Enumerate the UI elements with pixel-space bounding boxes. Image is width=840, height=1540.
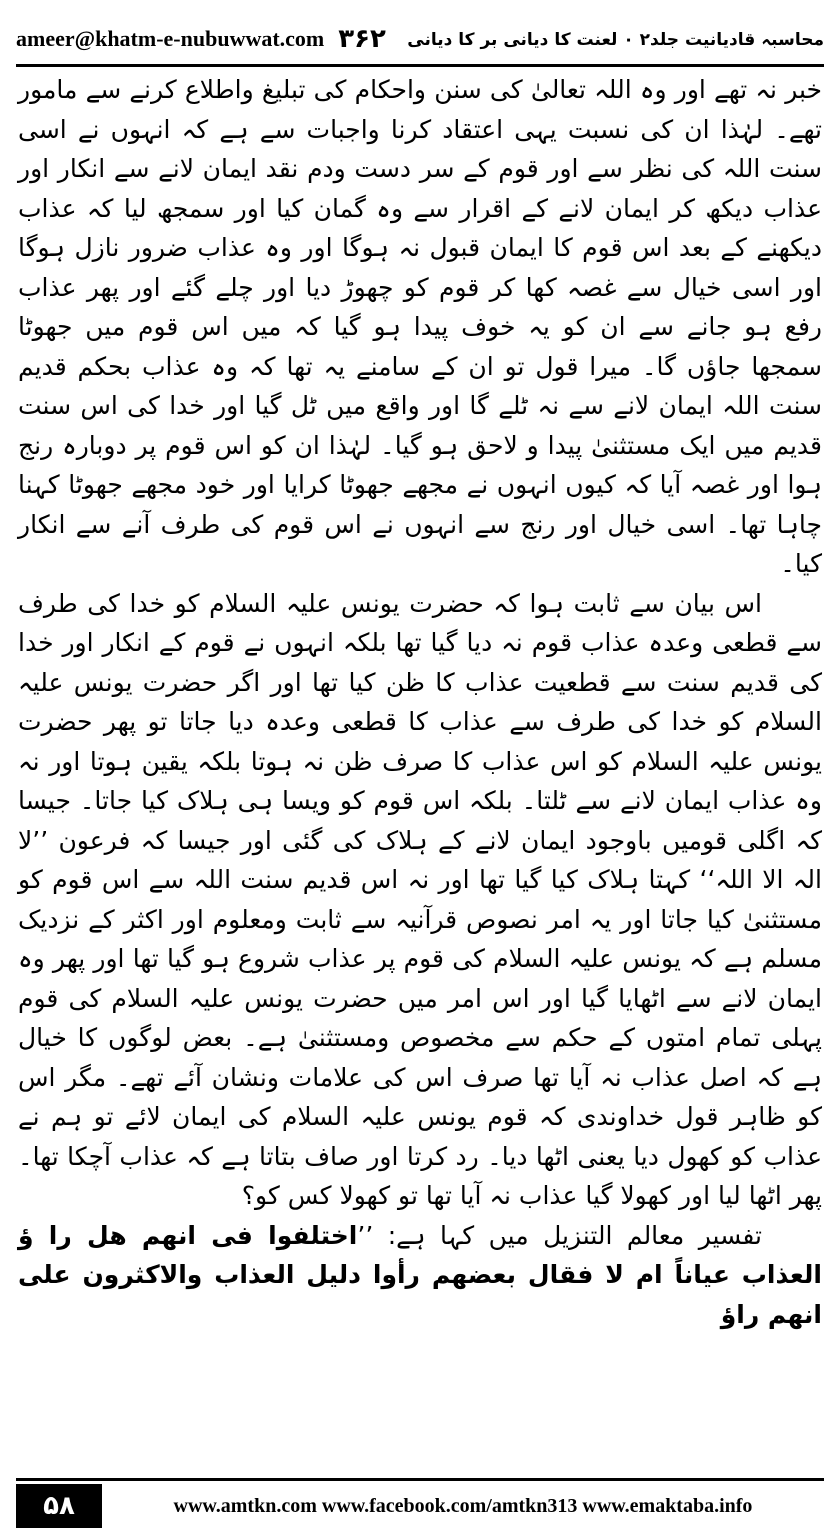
header-email: ameer@khatm-e-nubuwwat.com <box>16 26 325 51</box>
body-text <box>18 70 822 1430</box>
header-left <box>16 24 386 54</box>
tafseer-arabic-quote: اختلفوا فی انهم هل را ؤ العذاب عیاناً ام لا فقال بعضهم رأوا دلیل العذاب والاکثرون علی انهم راؤ <box>18 1220 822 1329</box>
page-header <box>16 16 824 62</box>
paragraph-1: خبر نہ تھے اور وہ اللہ تعالیٰ کی سنن واحکام کی تبلیغ واطلاع کرنے سے مامور تھے۔ لہٰذا ان کی نسبت یہی اعتقاد کرنا واجبات سے ہے کہ انہوں نے اسی سنت اللہ کی نظر سے اور قوم کے سر دست ودم نقد ایمان لانے سے انکار اور عذاب دیکھ کر ایمان لانے کے اقرار سے وہ گمان کیا اور سمجھ لیا کہ عذاب دیکھنے کے بعد اس قوم کا ایمان قبول نہ ہوگا اور وہ عذاب ضرور نازل ہوگا اور اسی خیال سے غصہ کھا کر قوم کو چھوڑ دیا اور چلے گئے اور پھر عذاب رفع ہو جانے سے ان کو یہ خوف پیدا ہو گیا کہ میں اس قوم میں جھوٹا سمجھا جاؤں گا۔ میرا قول تو ان کے سامنے یہ تھا کہ وہ عذاب بحکم قدیم سنت اللہ ایمان لانے سے نہ ٹلے گا اور واقع میں ٹل گیا اور خدا کی اس سنت قدیم میں ایک مستثنیٰ پیدا و لاحق ہو گیا۔ لہٰذا ان کو اس قوم پر دوبارہ رنج ہوا اور غصہ آیا کہ کیوں انہوں نے مجھے جھوٹا کرایا اور خود مجھے جھوٹا کہنا چاہا تھا۔ اسی خیال اور رنج سے انہوں نے اس قوم کی طرف آنے سے انکار کیا۔ <box>18 75 822 578</box>
header-book-title: محاسبہ قادیانیت جلد۲ ۰ لعنت کا دیانی بر کا دیانی <box>407 29 824 50</box>
tafseer-intro: تفسیر معالم التنزیل میں کہا ہے: ’’ <box>357 1220 762 1250</box>
header-page-number: ۳۶۲ <box>338 24 386 54</box>
tafseer-paragraph <box>18 1216 822 1335</box>
header-divider <box>16 64 824 67</box>
paragraph-2: اس بیان سے ثابت ہوا کہ حضرت یونس علیہ السلام کو خدا کی طرف سے قطعی وعدہ عذاب قوم نہ دیا گیا تھا بلکہ انہوں نے قوم کے انکار اور خدا کی قدیم سنت سے قطعیت عذاب کا ظن کیا تھا اور اگر حضرت یونس علیہ السلام کو خدا کی طرف سے عذاب کا قطعی وعدہ دیا جاتا تو پھر حضرت یونس علیہ السلام کو اس عذاب کا صرف ظن نہ ہوتا بلکہ یقین ہوتا اور نہ وہ عذاب ایمان لانے سے ٹلتا۔ بلکہ اس قوم کو ویسا ہی ہلاک کیا جاتا۔ جیسا کہ اگلی قومیں باوجود ایمان لانے کے ہلاک کی گئی اور جیسا کہ فرعون ’’لا الہ الا اللہ‘‘ کہتا ہلاک کیا گیا تھا اور نہ اس قدیم سنت اللہ سے اس قوم کو مستثنیٰ کیا جاتا اور یہ امر نصوص قرآنیہ سے ثابت ومعلوم اور اکثر کے نزدیک مسلم ہے کہ یونس علیہ السلام کی قوم پر عذاب شروع ہو گیا تھا اور پھر وہ ایمان لانے سے اٹھایا گیا اور اس امر میں حضرت یونس علیہ السلام کی قوم پہلی تمام امتوں کے حکم سے مخصوص ومستثنیٰ ہے۔ بعض لوگوں کا خیال ہے کہ اصل عذاب نہ آیا تھا صرف اس کی علامات ونشان آئے تھے۔ مگر اس کو ظاہر قول خداوندی کہ قوم یونس علیہ السلام کی ایمان لائے تو ہم نے عذاب کو کھول دیا یعنی اٹھا دیا۔ رد کرتا اور صاف بتاتا ہے کہ عذاب آچکا تھا۔ پھر اٹھا لیا اور کھولا گیا عذاب نہ آیا تھا تو کھولا کس کو؟ <box>18 588 822 1210</box>
page-footer <box>16 1484 824 1528</box>
footer-divider <box>16 1478 824 1481</box>
footer-page-number: ۵۸ <box>16 1484 102 1528</box>
footer-urls: www.amtkn.com www.facebook.com/amtkn313 www.emaktaba.info <box>173 1494 753 1517</box>
